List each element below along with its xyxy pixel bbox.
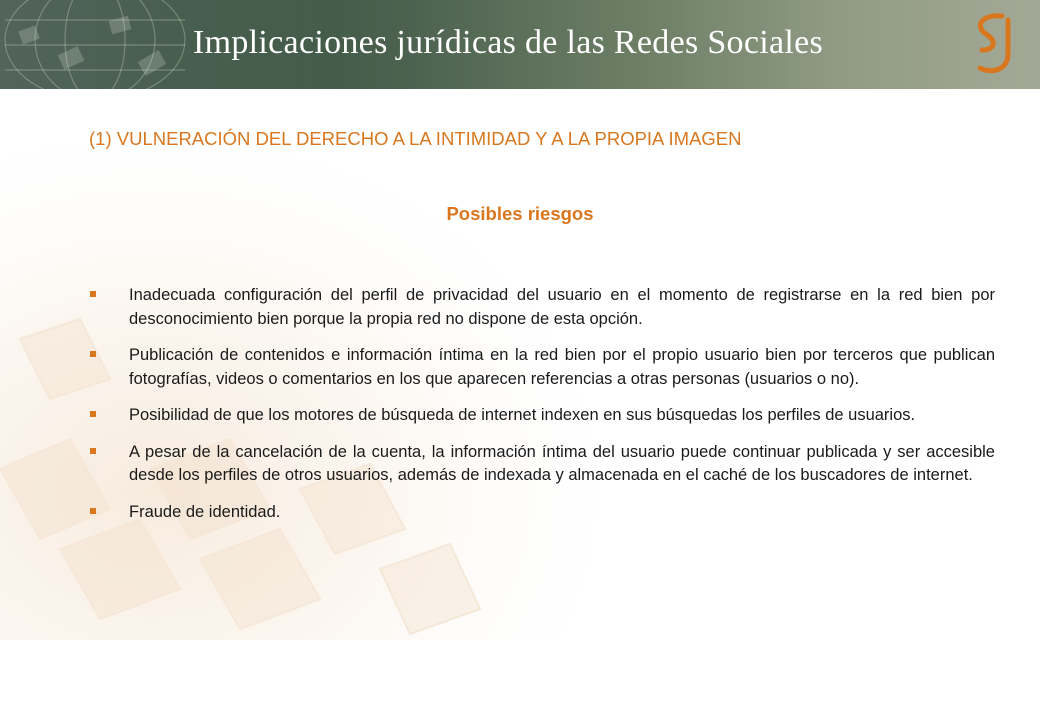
list-item bbox=[89, 441, 995, 488]
list-item bbox=[89, 501, 995, 525]
subtitle: Posibles riesgos bbox=[446, 203, 594, 224]
header-band bbox=[0, 0, 1040, 89]
list-item-text: Fraude de identidad. bbox=[129, 502, 281, 521]
list-item bbox=[89, 284, 995, 331]
bottom-margin bbox=[0, 640, 1040, 720]
square-bullet-icon bbox=[90, 411, 96, 417]
list-item-text: Posibilidad de que los motores de búsqueda de internet indexen en sus búsquedas los perfiles de usuarios. bbox=[129, 406, 916, 424]
square-bullet-icon bbox=[90, 508, 96, 514]
list-item-text: A pesar de la cancelación de la cuenta, la información íntima del usuario puede continuar publicada y ser accesible desde los perfiles de otros usuarios, además de indexada y almacenada en el caché de los buscadores de internet. bbox=[129, 442, 995, 484]
square-bullet-icon bbox=[90, 291, 96, 297]
square-bullet-icon bbox=[90, 448, 96, 454]
list-item bbox=[89, 344, 995, 391]
list-item-text: Inadecuada configuración del perfil de privacidad del usuario en el momento de registrarse en la red bien por desconocimiento bien porque la propia red no dispone de esta opción. bbox=[129, 286, 995, 328]
list-item bbox=[89, 404, 995, 428]
section-title: (1) VULNERACIÓN DEL DERECHO A LA INTIMIDAD Y A LA PROPIA IMAGEN bbox=[89, 128, 742, 149]
list-item-text: Publicación de contenidos e información íntima en la red bien por el propio usuario bien por terceros que publican fotografías, videos o comentarios en los que aparecen referencias a otras personas (usuarios o no). bbox=[129, 346, 995, 388]
header-title: Implicaciones jurídicas de las Redes Sociales bbox=[193, 24, 824, 61]
square-bullet-icon bbox=[90, 351, 96, 357]
risk-list bbox=[89, 284, 995, 537]
sj-monogram-logo bbox=[964, 10, 1026, 78]
